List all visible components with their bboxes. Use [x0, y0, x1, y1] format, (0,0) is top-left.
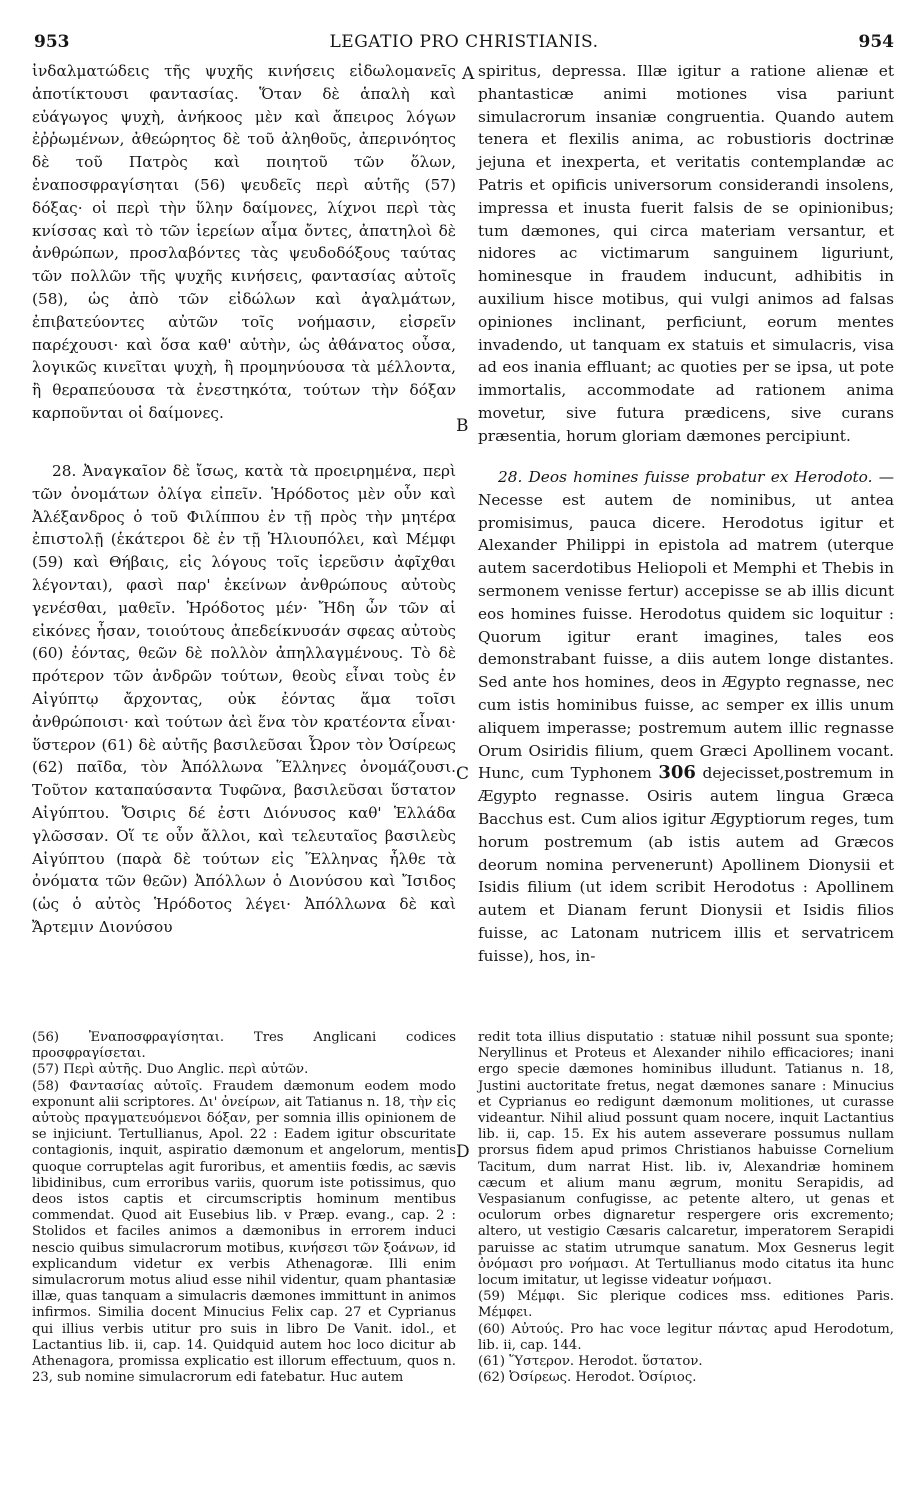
- greek-column-section-28: [32, 460, 456, 939]
- footnote-continuation: redit tota illius disputatio : statuæ nihil possunt sua sponte; Neryllinus et Proteus et Alexander nihilo efficaciores; inani ergo specie dæmones hominibus illudunt. Tatianus n. 18, Justini auctoritate fretus, negat dæmones sanare : Minucius et Cyprianus eo redigunt dæmonum molitiones, ut curasse videantur. Nihil aliud possunt quam nocere, inquit Lactantius lib. ii, cap. 15. Ex his autem asseverare possumus nullam prorsus fidem apud primos Christianos habuisse Cornelium Tacitum, dum narrat Hist. lib. iv, Alexandriæ hominem cæcum et alium manu ægrum, monitu Serapidis, ad Vespasianum confugisse, ac petente altero, ut genas et oculorum orbes dignaretur respergere oris excremento; altero, ut vestigio Cæsaris calcaretur, imperatorem Serapidi paruisse ac statim utrumque sanatum. Mox Gesnerus legit ὀνόμασι pro νοήμασι. At Tertullianus modo citatus ita hunc locum imitatur, ut legisse videatur νοήμασι.: [478, 1030, 894, 1289]
- footnote: (58) Φαντασίας αὐτοῖς. Fraudem dæmonum eodem modo exponunt alii scriptores. Δι' ὀνείρων, ait Tatianus n. 18, τὴν εἰς αὐτοὺς πραγματευόμενοι δόξαν, per somnia illis opinionem de se injiciunt. Tertullianus, Apol. 22 : Eadem igitur obscuritate contagionis, inquit, aspiratio dæmonum et angelorum, mentis quoque corruptelas agit furoribus, et amentiis fœdis, ac sævis libidinibus, cum erroribus variis, quorum iste potissimus, quo deos istos captis et circumscriptis hominum mentibus commendat. Quod ait Eusebius lib. v Præp. evang., cap. 2 : Stolidos et faciles animos a dæmonibus in errorem induci nescio quibus simulacrorum motibus, κινήσεσι τῶν ξοάνων, id explicandum videtur ex verbis Athenagoræ. Illi enim simulacrorum motus aliud esse nihil videntur, quam phantasiæ illæ, quas tanquam a simulacris dæmones immittunt in animos infirmos. Similia docent Minucius Felix cap. 27 et Cyprianus qui illius verbis utitur pro suis in libro De Vanit. idol., et Lactantius lib. ii, cap. 14. Quidquid autem hoc loco dicitur ab Athenagora, promissa explicatio est illorum effectuum, quos n. 23, sub nomine simulacrorum edi fatebatur. Huc autem: [32, 1078, 456, 1386]
- margin-marker-b: B: [456, 416, 469, 436]
- margin-marker-d: D: [456, 1142, 470, 1162]
- footnotes-right: [478, 1030, 894, 1386]
- footnote: (56) Ἐναποσφραγίσηται. Tres Anglicani codices προσφραγίσεται.: [32, 1030, 456, 1062]
- footnote: (60) Αὐτούς. Pro hac voce legitur πάντας apud Herodotum, lib. ii, cap. 144.: [478, 1321, 894, 1353]
- margin-marker-a: A: [462, 64, 475, 84]
- migne-page-number: 306: [658, 762, 696, 784]
- page-header: [34, 32, 894, 58]
- page-number-right: 954: [858, 32, 894, 52]
- section-heading: 28. Deos homines fuisse probatur ex Herodoto. —: [498, 468, 894, 486]
- page-number-left: 953: [34, 32, 70, 52]
- footnote: (59) Μέμφι. Sic plerique codices mss. editiones Paris. Μέμφει.: [478, 1289, 894, 1321]
- latin-paragraph-2a: Necesse est autem de nominibus, ut antea promisimus, pauca dicere. Herodotus igitur et Alexander Philippi in epistola ad matrem (uterque autem sacerdotibus Heliopoli et Memphi et Thebis in sermonem venisse fertur) accepisse se ab illis dicunt eos homines fuisse. Herodotus quidem sic loquitur : Quorum igitur erant imagines, tales eos demonstrabant fuisse, a diis autem longe distantes. Sed ante hos homines, deos in Ægypto regnasse, nec cum istis hominibus fuisse, ac semper ex illis unum aliquem imperasse; postremum autem illic regnasse Orum Osiridis filium, quem Græci Apollinem vocant. Hunc, cum Typhonem: [478, 490, 894, 783]
- footnote: (57) Περὶ αὐτῆς. Duo Anglic. περὶ αὐτῶν.: [32, 1062, 309, 1078]
- greek-paragraph-2: 28. Ἀναγκαῖον δὲ ἴσως, κατὰ τὰ προειρημένα, περὶ τῶν ὀνομάτων ὀλίγα εἰπεῖν. Ἡρόδοτος μὲν οὖν καὶ Ἀλέξανδρος ὁ τοῦ Φιλίππου ἐν τῇ πρὸς τὴν μητέρα ἐπιστολῇ (ἑκάτεροι δὲ ἐν τῇ Ἡλιουπόλει, καὶ Μέμφι (59) καὶ Θήβαις, εἰς λόγους τοῖς ἱερεῦσιν ἀφῖχθαι λέγονται), φασὶ παρ' ἐκείνων ἀνθρώπους αὐτοὺς γενέσθαι, μαθεῖν. Ἡρόδοτος μέν· Ἤδη ὦν τῶν αἱ εἰκόνες ἦσαν, τοιούτους ἀπεδείκνυσάν σφεας αὐτοὺς (60) ἐόντας, θεῶν δὲ πολλὸν ἀπηλλαγμένους. Τὸ δὲ πρότερον τῶν ἀνδρῶν τούτων, θεοὺς εἶναι τοὺς ἐν Αἰγύπτῳ ἄρχοντας, οὐκ ἐόντας ἅμα τοῖσι ἀνθρώποισι· καὶ τούτων ἀεὶ ἕνα τὸν κρατέοντα εἶναι· ὕστερον (61) δὲ αὐτῆς βασιλεῦσαι Ὦρον τὸν Ὀσίρεως (62) παῖδα, τὸν Ἀπόλλωνα Ἕλληνες ὀνομάζουσι. Τοῦτον καταπαύσαντα Τυφῶνα, βασιλεῦσαι ὕστατον Αἰγύπτου. Ὄσιρις δέ ἐστι Διόνυσος καθ' Ἑλλάδα γλῶσσαν. Οἵ τε οὖν ἄλλοι, καὶ τελευταῖος βασιλεὺς Αἰγύπτου (παρὰ δὲ τούτων εἰς Ἕλληνας ἦλθε τὰ ὀνόματα τῶν θεῶν) Ἀπόλλων ὁ Διονύσου καὶ Ἴσιδος (ὡς ὁ αὐτὸς Ἡρόδοτος λέγει· Ἀπόλλωνα δὲ καὶ Ἄρτεμιν Διονύσου: [32, 462, 456, 936]
- latin-paragraph-1: spiritus, depressa. Illæ igitur a ratione alienæ et phantasticæ animi motiones visa pariunt simulacrorum insaniæ congruentia. Quando autem tenera et flexilis anima, ac robustioris doctrinæ jejuna et inexperta, et veritatis contemplandæ ac Patris et opificis universorum considerandi insolens, impressa et inusta fuerit falsis de se opinionibus; tum dæmones, qui circa materiam versantur, et nidores ac victimarum sanguinem liguriunt, hominesque in fraudem inducunt, adhibitis in auxilium hisce motibus, qui vulgi animos ad falsas opiniones inclinant, perficiunt, eorum mentes invadendo, ut tanquam ex statuis et simulacris, visa ad eos inania effluant; ac quoties per se ipsa, ut pote immortalis, accommodate ad rationem anima movetur, sive futura prædicens, sive curans præsentia, horum gloriam dæmones percipiunt.: [478, 62, 894, 445]
- latin-paragraph-2b: dejecisset,postremum in Ægypto regnasse. Osiris autem lingua Græca Bacchus est. Cum alios igitur Ægyptiorum reges, tum horum postremum (ab istis autem ad Græcos deorum nomina pervenerunt) Apollinem Dionysii et Isidis filium (ut idem scribit Herodotus : Apollinem autem et Dianam ferunt Dionysii et Isidis filios fuisse, ac Latonam nutricem illis et servatricem fuisse), hos, in-: [478, 764, 894, 965]
- margin-marker-c: C: [456, 764, 470, 784]
- footnotes-left: [32, 1030, 456, 1386]
- footnote: (62) Ὀσίρεως. Herodot. Ὀσίριος.: [478, 1370, 697, 1386]
- greek-column-top: [32, 60, 456, 425]
- footnote: (61) Ὕστερον. Herodot. ὕστατον.: [478, 1354, 703, 1370]
- greek-paragraph-1: ἰνδαλματώδεις τῆς ψυχῆς κινήσεις εἰδωλομανεῖς ἀποτίκτουσι φαντασίας. Ὅταν δὲ ἁπαλὴ καὶ εὐάγωγος ψυχὴ, ἀνήκοος μὲν καὶ ἄπειρος λόγων ἐῤῥωμένων, ἀθεώρητος δὲ τοῦ ἀληθοῦς, ἀπερινόητος δὲ τοῦ Πατρὸς καὶ ποιητοῦ τῶν ὅλων, ἐναποσφραγίσηται (56) ψευδεῖς περὶ αὑτῆς (57) δόξας· οἱ περὶ τὴν ὕλην δαίμονες, λίχνοι περὶ τὰς κνίσσας καὶ τὸ τῶν ἱερείων αἷμα ὄντες, ἀπατηλοὶ δὲ ἀνθρώπων, προσλαβόντες τὰς ψευδοδόξους ταύτας τῶν πολλῶν τῆς ψυχῆς κινήσεις, φαντασίας αὐτοῖς (58), ὡς ἀπὸ τῶν εἰδώλων καὶ ἀγαλμάτων, ἐπιβατεύοντες αὐτῶν τοῖς νοήμασιν, εἰσρεῖν παρέχουσι· καὶ ὅσα καθ' αὑτὴν, ὡς ἀθάνατος οὖσα, λογικῶς κινεῖται ψυχὴ, ἢ προμηνύουσα τὰ μέλλοντα, ἢ θεραπεύουσα τὰ ἐνεστηκότα, τούτων τὴν δόξαν καρποῦνται οἱ δαίμονες.: [32, 62, 456, 422]
- running-title: LEGATIO PRO CHRISTIANIS.: [329, 32, 599, 52]
- latin-column-section-28: [478, 466, 894, 968]
- latin-column-top: [478, 60, 894, 448]
